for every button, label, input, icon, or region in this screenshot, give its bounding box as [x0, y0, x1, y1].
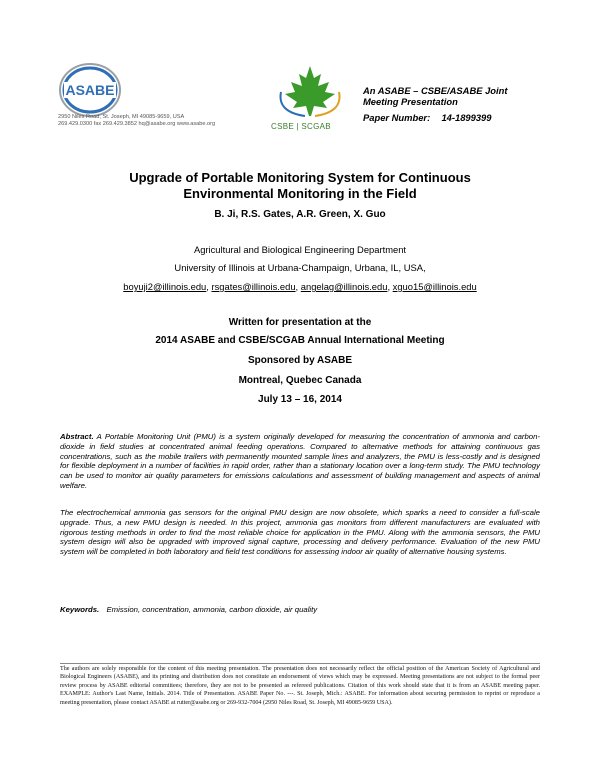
meeting-type-line2: Meeting Presentation	[363, 96, 458, 107]
keywords-label: Keywords.	[60, 605, 100, 614]
presentation-meeting: 2014 ASABE and CSBE/SCGAB Annual International Meeting	[155, 335, 445, 346]
footer-divider	[60, 663, 540, 664]
presentation-location: Montreal, Quebec Canada	[238, 375, 362, 386]
paper-title-line1: Upgrade of Portable Monitoring System for Continuous	[129, 170, 471, 185]
presentation-sponsor: Sponsored by ASABE	[247, 355, 353, 366]
affiliation-department: Agricultural and Biological Engineering Department	[193, 244, 407, 255]
paper-number	[363, 112, 492, 123]
paper-title-line2: Environmental Monitoring in the Field	[183, 186, 417, 201]
abstract-label: Abstract.	[60, 432, 94, 441]
asabe-contact: 269.429.0300 fax 269.429.3852 hq@asabe.org www.asabe.org	[58, 121, 216, 127]
keywords-text: Emission, concentration, ammonia, carbon dioxide, air quality	[106, 605, 318, 614]
abstract-paragraph-2: The electrochemical ammonia gas sensors for the original PMU design are now obsolete, which sparks a need to consider a full-scale upgrade. Thus, a new PMU design is needed. In this project, ammonia gas monitors from different manufacturers are evaluated with rigorous testing methods in order to find the most reliable choice for application in the PMU. Along with the ammonia sensors, the PMU system design will also be upgraded with improved signal capture, processing and delivery performance. Evaluation of the new PMU system will be completed in both laboratory and field test conditions for assessing indoor air quality of alternative housing systems.	[60, 508, 540, 557]
asabe-address: 2950 Niles Road, St. Joseph, MI 49085-9659, USA	[58, 114, 185, 120]
csbe-logo-text: CSBE | SCGAB	[271, 122, 331, 131]
presentation-line1: Written for presentation at the	[228, 317, 372, 328]
affiliation-university: University of Illinois at Urbana-Champaign, Urbana, IL, USA,	[174, 262, 426, 273]
email-link[interactable]: xguo15@illinois.edu	[392, 281, 477, 292]
footer-disclaimer: The authors are solely responsible for the content of this meeting presentation. The presentation does not necessarily reflect the official position of the American Society of Agricultural and Biological Engineers (ASABE), and its printing and distribution does not constitute an endorsement of views which may be expressed. Meeting presentations are not subject to the formal peer review process by ASABE editorial committees; therefore, they are not to be presented as refereed publications. Citation of this work should state that it is from an ASABE meeting paper. EXAMPLE: Author's Last Name, Initials. 2014. Title of Presentation. ASABE Paper No. ---. St. Joseph, Mich.: ASABE. For information about securing permission to reprint or reproduce a meeting presentation, please contact ASABE at rutter@asabe.org or 269-932-7004 (2950 Niles Road, St. Joseph, MI 49085-9659 USA).	[60, 666, 540, 706]
abstract	[60, 432, 540, 491]
asabe-logo-text: ASABE	[65, 82, 115, 98]
presentation-dates: July 13 – 16, 2014	[258, 394, 342, 405]
keywords	[60, 605, 540, 614]
authors: B. Ji, R.S. Gates, A.R. Green, X. Guo	[214, 209, 386, 220]
email-link[interactable]: rsgates@illinois.edu	[211, 281, 296, 292]
email-link[interactable]: angelag@illinois.edu	[300, 281, 388, 292]
author-emails: boyuji2@illinois.edu, rsgates@illinois.edu, angelag@illinois.edu, xguo15@illinois.edu	[123, 281, 477, 292]
email-link[interactable]: boyuji2@illinois.edu	[123, 281, 207, 292]
paper-number-value: 14-1899399	[441, 112, 492, 123]
asabe-logo	[58, 62, 122, 118]
maple-leaf-icon	[275, 62, 345, 118]
abstract-text: A Portable Monitoring Unit (PMU) is a system originally developed for measuring the concentration of ammonia and carbon-dioxide in field studies at concentrated animal feeding operations. Compared to alternative methods for attaining continuous gas concentrations, such as the mobile trailers with permanently mounted sample lines and analyzers, the PMU is less-costly and is designed for flexible deployment in a number of facilities in rapid order, rather than a stationary location over a long-term study. The PMU technology can be used to monitor air quality parameters for emissions calculations and assessment of building management and aspects of animal welfare.	[60, 432, 540, 490]
meeting-type-line1: An ASABE – CSBE/ASABE Joint	[363, 85, 508, 96]
paper-number-label: Paper Number:	[363, 112, 431, 123]
